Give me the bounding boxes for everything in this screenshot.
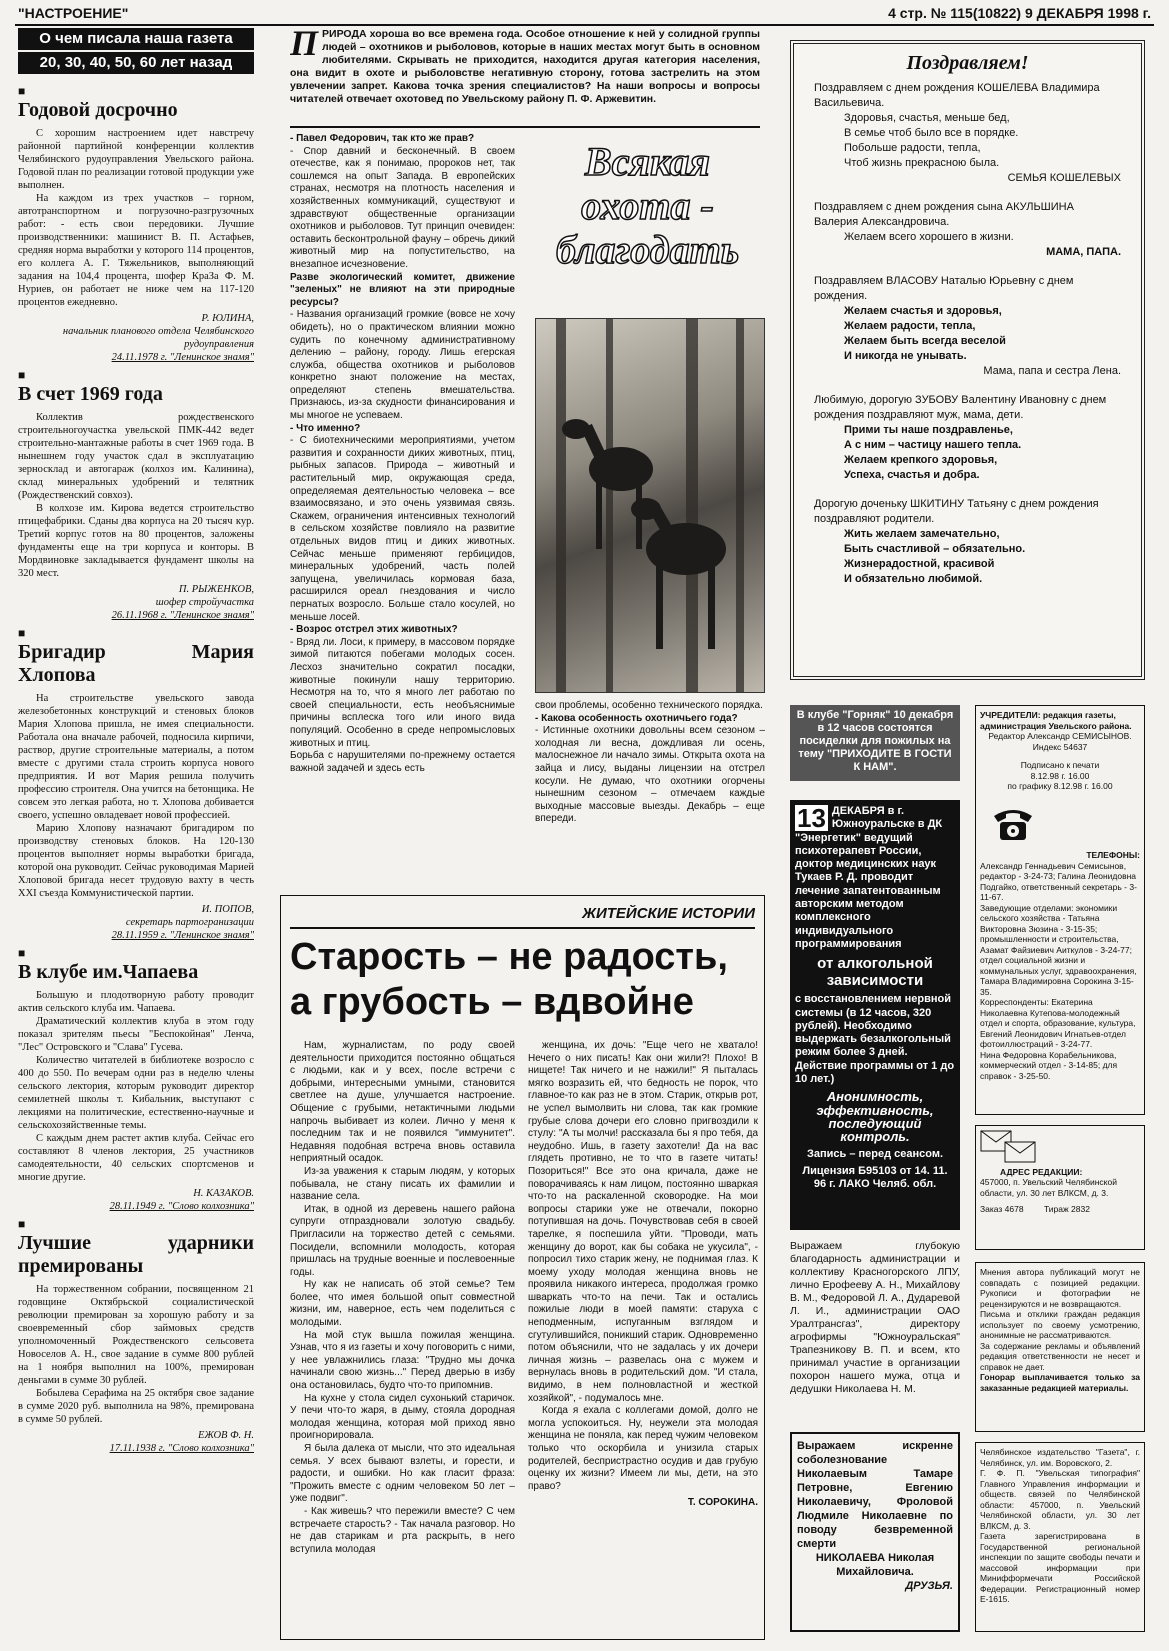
greeting-verse: И никогда не унывать. [844, 350, 967, 362]
publisher-line: Газета зарегистрирована в Государственной региональной инспекции по защите свободы печати и массовой информации при Минифформечати Российской Федерации. Регистрационный номер Е-1615. [980, 1531, 1140, 1604]
story-paragraph: Когда я ехала с коллегами домой, долго не могла успокоиться. Ну, неужели эта молодая женщина не поняла, как перед чужим человеком только что оскорбила и унизила старых родителей, беспристрастно осудив и дав грубую оценку их жизни? Имеем ли мы, дети, на это право? [528, 1405, 758, 1492]
telephone-icon [990, 802, 1140, 847]
article-paragraph: На торжественном собрании, посвященном 21 годовщине Октябрьской социалистической революции премирован за хорошую работу и за своевременный сбор займовых средств уполномоченный Рождественского сельсовета Новоселов А. Н., свое задание в сумме 800 рублей на 1 ноября выполнил на 100%, премирован деньгами в сумме 30 рублей. [18, 1284, 254, 1386]
interview-answer: Борьба с нарушителями по-прежнему остается важной задачей и здесь есть [290, 750, 515, 774]
signed-date: 8.12.98 г. 16.00 [1030, 770, 1090, 781]
issue-info: 4 стр. № 115(10822) 9 ДЕКАБРЯ 1998 г. [888, 5, 1151, 21]
greeting-4 [814, 393, 1121, 483]
article-source: 26.11.1968 г. "Ленинское знамя" [111, 610, 254, 621]
founders-title: УЧРЕДИТЕЛИ: редакция газеты, администрация Увельского района. [980, 710, 1132, 731]
address-text: 457000, п. Увельский Челябинской области, ул. 30 лет ВЛКСМ, д. 3. [980, 1177, 1117, 1198]
greeting-intro: Поздравляем с днем рождения КОШЕЛЕВА Владимира Васильевича. [814, 82, 1100, 109]
greeting-verse: Успеха, счастья и добра. [844, 469, 980, 481]
greeting-intro: Поздравляем ВЛАСОВУ Наталью Юрьевну с днем рождения. [814, 275, 1074, 302]
greeting-verse: Прими ты наше поздравленье, [844, 424, 1013, 436]
greeting-verse: Желаем радости, тепла, [844, 320, 976, 332]
article-paragraph: Количество читателей в библиотеке возросло с 400 до 550. По вечерам одни раз в неделю члены сельского лектория, которым руководит директор семилетней школы т. Кибальник, выступают с лекциями на политические, естественно-научные и сельскохозяйственные темы. [18, 1055, 254, 1131]
drop-cap: П [290, 28, 319, 63]
condolence-box [790, 1432, 960, 1632]
story-paragraph: На кухне у стола сидел сухонький старичок. У печи что-то жаря, в дыму, стояла дородная молодая женщина, которая мой приход явно проигнорировала. [290, 1392, 515, 1442]
intro-rule [290, 126, 760, 128]
greeting-from: МАМА, ПАПА. [1046, 246, 1121, 258]
article-title: ■ В клубе им.Чапаева [18, 946, 254, 984]
section-name: "НАСТРОЕНИЕ" [18, 5, 129, 21]
greeting-intro: Поздравляем с днем рождения сына АКУЛЬШИНА Валерия Александровича. [814, 201, 1074, 228]
medical-ad [790, 800, 960, 1230]
hunting-column-1 [290, 133, 515, 893]
print-run: Тираж 2832 [1043, 1204, 1090, 1214]
article-signature: И. ПОПОВ, [201, 904, 254, 915]
phones-title: ТЕЛЕФОНЫ: [1086, 850, 1140, 860]
retro-article-2 [18, 368, 254, 622]
article-signature: П. РЫЖЕНКОВ, [178, 584, 254, 595]
article-paragraph: Коллектив рождественского строительногоучастка увельской ПМК-442 ведет строительно-мантажные работы в счет 1969 года. В нынешнем году участок сдал в эксплуатацию зерносклад и автогараж (колхоз им. Калинина), склад минеральных удобрений и телятник (Рождественский совхоз). [18, 412, 254, 501]
article-role: секретарь партогранизации [125, 917, 254, 928]
greeting-3 [814, 274, 1121, 379]
article-paragraph: Драматический коллектив клуба в этом году показал зрителям пьесы "Беспокойная" Ленча, "Лес" Островского и "Слава" Гусева. [18, 1016, 254, 1053]
greeting-verse: Быть счастливой – обязательно. [844, 543, 1026, 555]
retro-article-4 [18, 946, 254, 1213]
story-paragraph: На мой стук вышла пожилая женщина. Узнав, что я из газеты и хочу поговорить с ними, у нее увлажнились глаза: "Трудно мы дочка начинали свою жизнь..." Перед дверью в избу она остановилась, будто что-то припомнив. [290, 1329, 515, 1392]
article-source: 28.11.1959 г. "Ленинское знамя" [111, 930, 254, 941]
story-paragraph: - Как живешь? что пережили вместе? С чем встречаете старость? - Так начала разговор. Но не дав старикам и рта раскрыть, в него вступила молодая [290, 1505, 515, 1555]
story-rubric: ЖИТЕЙСКИЕ ИСТОРИИ [290, 905, 755, 929]
disclaimer-line: Гонорар выплачивается только за заказанные редакцией материалы. [980, 1372, 1140, 1393]
story-column-2 [528, 1040, 758, 1635]
greeting-verse: Жить желаем замечательно, [844, 528, 1000, 540]
publisher-line: Челябинское издательство "Газета", г. Челябинск, ул. им. Воровского, 2. [980, 1447, 1140, 1468]
condolence-text: Выражаем искренне соболезнование Николаевым Тамаре Петровне, Евгению Николаевичу, Фроловой Людмиле Николаевне по поводу безвременной смерти [797, 1440, 953, 1550]
phones-line: Корреспонденты: Екатерина Николаевна Кутепова-молодежный отдел и спорта, образование, культура, Евгений Леонидович Игнатьев-отдел фотоиллюстраций - 3-24-77. [980, 997, 1136, 1049]
ad-date-number: 13 [797, 803, 826, 833]
publisher-box [975, 1442, 1145, 1632]
greetings-title: Поздравляем! [906, 52, 1029, 74]
story-paragraph: Нам, журналистам, по роду своей деятельности приходится постоянно общаться с людьми, как и у всех, после встречи с добрыми, интересными умными, становится светлее на душе, улучшается настроение. Общение с грубыми, нетактичными людьми напрочь выбивает из колеи. Лично у меня к последним так и не появился "иммунитет". Недавняя подобная встреча вновь оставила неприятный осадок. [290, 1040, 515, 1165]
story-column-1 [290, 1040, 515, 1635]
ad-slogan: Анонимность, эффективность, последующий контроль. [816, 1089, 934, 1145]
deer-illustration [536, 319, 765, 693]
article-title: ■ Лучшие ударники премированы [18, 1217, 254, 1278]
article-paragraph: Бобылева Серафима на 25 октября свое задание в сумме 2020 руб. выполнила на 98%, премирована в сумме 50 рублей. [18, 1388, 254, 1425]
interview-question: - Возрос отстрел этих животных? [290, 624, 458, 636]
interview-question: - Павел Федорович, так кто же прав? [290, 133, 475, 144]
article-paragraph: На строительстве увельского завода железобетонных конструкций и стеновых блоков Мария Хлопова пришла, не имея специальности. Работала она вначале рабочей, подносила кирпичи, раствор, другие строительные материалы, а потом вместе с другими стала строить корпуса нового предприятия. И вот Мария решила получить профессию строителя. Она учится на бетонщика. Не совсем это легкая работа, но т. Хлопова добивается своего, успешно овладевает новой профессией. [18, 693, 254, 821]
ad-booking: Запись – перед сеансом. [806, 1147, 944, 1160]
greeting-verse: Здоровья, счастья, меньше бед, [844, 112, 1010, 124]
interview-answer: - Названия организаций громкие (вовсе не хочу обидеть), но о практическом влиянии можно судить по конечному административному делению – району, городу. Лишь егерская служба, общества охотников и рыболовов конкретно знают положение на местах, определяют степень вмешательства. Признаюсь, из-за скудности финансирования и мы многое не успеваем. [290, 309, 515, 422]
greeting-verse: И обязательно любимой. [844, 573, 983, 585]
article-role: шофер стройучастка [155, 597, 254, 608]
title-line: охота - [581, 183, 714, 228]
story-author: Т. СОРОКИНА. [687, 1497, 758, 1509]
greeting-verse: Чтоб жизнь прекрасною была. [844, 157, 1000, 169]
greeting-verse: Жизнерадостной, красивой [844, 558, 995, 570]
interview-answer: - Истинные охотники довольны всем сезоном – холодная ли весна, дождливая ли осень, малоснежное ли начало зимы. Открыта охота на зайца и лису, выданы лицензии на отстрел косули. Не думаю, что охотники огорчены нынешним сезоном – отмечаем каждые выходные массовые выезды. Декабрь – еще впереди. [535, 725, 765, 825]
condolence-from: ДРУЗЬЯ. [905, 1580, 953, 1592]
header-rule [15, 24, 1154, 26]
article-paragraph: Большую и плодотворную работу проводит актив сельского клуба им. Чапаева. [18, 990, 254, 1014]
interview-question: - Какова особенность охотничьего года? [535, 712, 738, 724]
story-paragraph: Из-за уважения к старым людям, у которых побывала, не стану писать их фамилии и название села. [290, 1165, 515, 1203]
interview-answer: - Вряд ли. Лоси, к примеру, в массовом порядке зимой питаются побегами молодых сосен. Лесхоз значительно сократил посадки, животные покинули нашу территорию. Несмотря на то, что я много лет работаю по своей специальности, есть необъяснимые причины всплеска того или иного вида популяций. Особенно в среде непромысловых животных и птиц. [290, 636, 515, 749]
retro-banner: О чем писала наша газета [18, 28, 254, 50]
address-box [975, 1125, 1145, 1250]
order-run-line [980, 1204, 1140, 1215]
phones-line: Александр Геннадьевич Семисынов, редактор - 3-24-73; Галина Леонидовна Подгайко, ответственный секретарь - 3-11-67. [980, 860, 1137, 902]
publisher-line: Г. Ф. П. "Увельская типография" Главного Управления информации и обществ. связей по Челябинской области: 457000, п. Увельский Челябинской области, ул. 30 лет ВЛКСМ, д. 3. [980, 1468, 1140, 1531]
editor-line: Редактор Александр СЕМИСЫНОВ. [988, 731, 1132, 741]
interview-answer: - С биотехническими мероприятиями, учетом развития и сохранности диких животных, птиц, рыбных запасов. Природа – животный и растительный мир, окружающая среда, определяемая деятельностью человека – все взаимосвязано, и это очень уязвимая связь. Скажем, ограничения интенсивных технологий в сельском хозяйстве повлияло на развитие отдельных видов птиц и диких животных. Сейчас меньше применяют гербицидов, минеральных удобрений, часть полей запущена, увеличилась кормовая база, расширился ореал гнездования и число пернатых возросло. Больше стало косулей, но меньше лосей. [290, 435, 515, 623]
article-paragraph: С хорошим настроением идет навстречу районной партийной конференции коллектив Челябинского рудоуправления Увельского района. Годовой план по реализации готовой продукции уже выполнен. [18, 128, 254, 191]
imprint-box [975, 705, 1145, 1115]
phones-line: Нина Федоровна Корабельникова, коммерческий отдел - 3-14-85; для справок - 3-25-50. [980, 1049, 1118, 1081]
greeting-from: Мама, папа и сестра Лена. [983, 365, 1121, 377]
phones-line: Заведующие отделами: экономики сельского хозяйства - Татьяна Викторовна Зюзина - 3-15-35; промышленности и строительства, Азамат Файзиевич Аиткулов - 3-24-77; отдел социальной жизни и коммунальных услуг, здравоохранения, Тамара Владимировна Сорокина 3-15-35. [980, 902, 1137, 997]
hunting-column-2 [535, 700, 765, 895]
deer-photo [535, 318, 765, 693]
disclaimer-line: За содержание рекламы и объявлений редакция ответственности не несет и справок не дает. [980, 1340, 1140, 1372]
article-paragraph: На каждом из трех участков – горном, автотранспортном и погрузочно-разгрузочных работ: - есть свои передовики. Лучшие производственники: машинист В. П. Астафьев, средняя норма выработки у которого 114 процентов, его коллега А. Г. Тяжельников, выполняющий задания на 104,4 процента, шофер КраЗа Ф. М. Нуриев, он работает не ниже чем на 117-120 процентов ежедневно. [18, 193, 254, 308]
greeting-from: СЕМЬЯ КОШЕЛЕВЫХ [1007, 172, 1121, 184]
hunting-intro [290, 28, 760, 124]
article-role: начальник планового отдела Челябинского рудоуправления [62, 326, 254, 350]
article-title: ■ В счет 1969 года [18, 368, 254, 406]
index-line: Индекс 54637 [1032, 741, 1088, 752]
story-paragraph: Ну как не написать об этой семье? Тем более, что имея большой опыт совместной жизни, им, наверное, есть чем поделиться с молодыми. [290, 1279, 515, 1329]
intro-text: РИРОДА хороша во все времена года. Особое отношение к ней у солидной группы людей – охотников и рыболовов, которые в наших местах могут быть в основном любителями. Скрывать не приходится, находится другая категория населения, она видит в охоте и рыболовстве негативную сторону, готова застрелить на этом увлечении запрет. Какова точка зрения специалистов? На наши вопросы и вопросы читателей отвечает охотовед по Увельскому району П. Ф. Аржевитин. [290, 28, 760, 105]
greeting-intro: Дорогую доченьку ШКИТИНУ Татьяну с днем рождения поздравляют родители. [814, 498, 1099, 525]
schedule-date: по графику 8.12.98 г. 16.00 [1007, 781, 1113, 791]
title-line: Всякая [585, 140, 710, 184]
greeting-verse: Желаем всего хорошего в жизни. [844, 231, 1014, 243]
article-source: 17.11.1938 г. "Слово колхозника" [109, 1443, 254, 1454]
interview-question: Разве экологический комитет, движение "зеленых" не влияют на эти природные ресурсы? [290, 271, 515, 308]
article-title: ■ Годовой досрочно [18, 84, 254, 122]
greeting-verse: Желаем крепкого здоровья, [844, 454, 998, 466]
story-paragraph: Я была далека от мысли, что это идеальная семья. У всех бывают взлеты, и горести, и радости, и ошибки. Но как гласит фраза: "Прожить вместе с одним человеком 50 лет – уже подвиг". [290, 1443, 515, 1505]
retro-column [18, 80, 254, 1630]
article-source: 24.11.1978 г. "Ленинское знамя" [111, 352, 254, 363]
article-title: ■ Бригадир Мария Хлопова [18, 626, 254, 687]
interview-answer: - Спор давний и бесконечный. В своем отечестве, как я понимаю, пророков нет, так сошлемся на опыт Запада. В европейских странах, несмотря на плотность населения и хозяйственных коммуникаций, существуют и здравствуют общественные организации охотников и рыболовов. Тут принцип очевиден: оставить бесконтрольной фауну – обречь дикий животный мир на попустительство, на внезапное исчезновение. [290, 145, 515, 270]
story-title-line-1: Старость – не радость, [290, 936, 728, 978]
article-paragraph: Марию Хлопову назначают бригадиром по производству стеновых блоков. На 120-130 процентов выполняет нормы выработки бригада, которой она руководит. Сейчас руководимая Марией Хлоповой бригада несет трудовую вахту в честь XXI съезда Коммунистической партии. [18, 823, 254, 899]
retro-article-3 [18, 626, 254, 942]
disclaimer-box [975, 1262, 1145, 1432]
ad-headline: от алкогольной зависимости [817, 955, 933, 990]
greeting-verse: В семье чтоб было все в порядке. [844, 127, 1019, 139]
greeting-verse: Желаем быть всегда веселой [844, 335, 1006, 347]
hunting-title [530, 140, 765, 290]
ad-text: с восстановлением нервной системы (в 12 часов, 320 рублей). Необходимо выдержать безалкогольный режим более 3 дней. Действие программы от 1 до 10 лет.) [795, 993, 955, 1086]
disclaimer-line: Мнения автора публикаций могут не совпадать с позицией редакции. Рукописи и фотографии не рецензируются и не возвращаются. [980, 1267, 1140, 1309]
greeting-1 [814, 81, 1121, 186]
thanks-notice: Выражаем глубокую благодарность администрации и коллективу Красногорского ЛПУ, лично Ерофееву А. Н., Михайлову В. М., Федоровой Л. А., Дударевой Л. И., администрации ОАО Уралтрансгаз", директору агрофирмы "Южноуральская" Трапезникову В. П. и всем, кто принимал участие в организации похорон нашего мужа, отца и дедушки Николаева Н. М. [790, 1240, 960, 1395]
condolence-name: НИКОЛАЕВА Николая Михайловича. [815, 1552, 935, 1578]
article-signature: ЕЖОВ Ф. Н. [198, 1430, 254, 1441]
article-paragraph: С каждым днем растет актив клуба. Сейчас его составляют 8 членов лектория, 25 участников самодеятельности, 40 сельских спортсменов и многие другие. [18, 1133, 254, 1183]
envelope-icon [980, 1130, 1140, 1167]
greeting-verse: Желаем счастья и здоровья, [844, 305, 1002, 317]
greeting-verse: Побольше радости, тепла, [844, 142, 981, 154]
article-paragraph: В колхозе им. Кирова ведется строительство птицефабрики. Сданы два корпуса на 20 тысяч кур. Третий корпус готов на 80 процентов, заложены фундаменты еще на три корпуса и конторы. В Мордвиновке закладывается фундамент школы на 320 мест. [18, 503, 254, 579]
greetings-box [790, 40, 1145, 680]
signed-label: Подписано к печати [1020, 760, 1100, 770]
story-paragraph: Итак, в одной из деревень нашего района супруги отпраздновали золотую свадьбу. Пригласили на торжество детей с семьями. Посидели, вспомнили молодость, которая пришлась на трудные военные и послевоенные годы. [290, 1203, 515, 1278]
interview-answer: свои проблемы, особенно технического порядка. [535, 700, 763, 711]
article-signature: Р. ЮЛИНА, [201, 313, 254, 324]
disclaimer-line: Письма и отклики граждан редакция использует по своему усмотрению, анонимные не рассматриваются. [980, 1309, 1140, 1340]
order-number: Заказ 4678 [980, 1204, 1024, 1214]
story-paragraph: женщина, их дочь: "Еще чего не хватало! Нечего о них писать! Как они жили?! Плохо! В нищете! Так ничего и не нажили!" Я пыталась мягко возразить ей, что бедность не порок, что главное-то как раз не в этом. Старик, открыв рот, не успел вымолвить ни слова, так как громкие грубые слова дочери его словно пригвоздили к стулу: "А ты молчи! рассказала бы я про тебя, да неудобно. Ишь, в газету захотели! Да на вас глядеть противно, не то что в газете читать! Позориться!" Все это она кричала, даже не поворачиваясь к нам лицом, постоянно шваркая что-то на раскаленной сковородке. На мои вопросы старики уже не отвечали, покорно потупившая на дочь. Почувствовав себя в своей тарелке, я поспешила уйти. "Проводи, мать женщину до ворот, как бы собака не укусила", - попросил тихо старик жену, не поднимая глаз. К моему уходу молодая женщина вновь не проявила никакого интереса, продолжая громко шваркать что-то на печи. Так и остались пожилые люди в моей памяти: старуха с неподменным, испуганным взглядом и сгутулившийся, поникший старик. Одновременно потом объяснили, что не задалась у их дочери личная жизнь – развелась она с мужем и вернулась вновь в родительский дом. "И стала, видимо, в нем полновластной и жесткой хозяйкой", - подумалось мне. [528, 1040, 758, 1404]
greeting-intro: Любимую, дорогую ЗУБОВУ Валентину Ивановну с днем рождения поздравляют муж, мама, дети. [814, 394, 1107, 421]
retro-article-1 [18, 84, 254, 364]
article-signature: Н. КАЗАКОВ. [193, 1188, 254, 1199]
ad-license: Лицензия Б95103 от 14. 11. 96 г. ЛАКО Челяб. обл. [802, 1164, 948, 1191]
ad-text: ДЕКАБРЯ в г. Южноуральске в ДК "Энергетик" ведущий психотерапевт России, доктор медицинских наук Тукаев Р. Д. проводит лечение запатентованным авторским методом комплексного индивидуального программирования [795, 805, 943, 950]
greeting-5 [814, 497, 1121, 587]
story-title-line-2: а грубость – вдвойне [290, 981, 694, 1023]
club-notice: В клубе "Горняк" 10 декабря в 12 часов состоятся посиделки для пожилых на тему "ПРИХОДИТЕ В ГОСТИ К НАМ". [790, 705, 960, 781]
title-line: благодать [556, 227, 739, 272]
retro-article-5 [18, 1217, 254, 1455]
greeting-verse: А с ним – частицу нашего тепла. [844, 439, 1022, 451]
greeting-2 [814, 200, 1121, 260]
interview-question: - Что именно? [290, 422, 361, 434]
retro-years-banner: 20, 30, 40, 50, 60 лет назад [18, 52, 254, 74]
address-title: АДРЕС РЕДАКЦИИ: [1000, 1166, 1083, 1177]
article-source: 28.11.1949 г. "Слово колхозника" [109, 1201, 254, 1212]
